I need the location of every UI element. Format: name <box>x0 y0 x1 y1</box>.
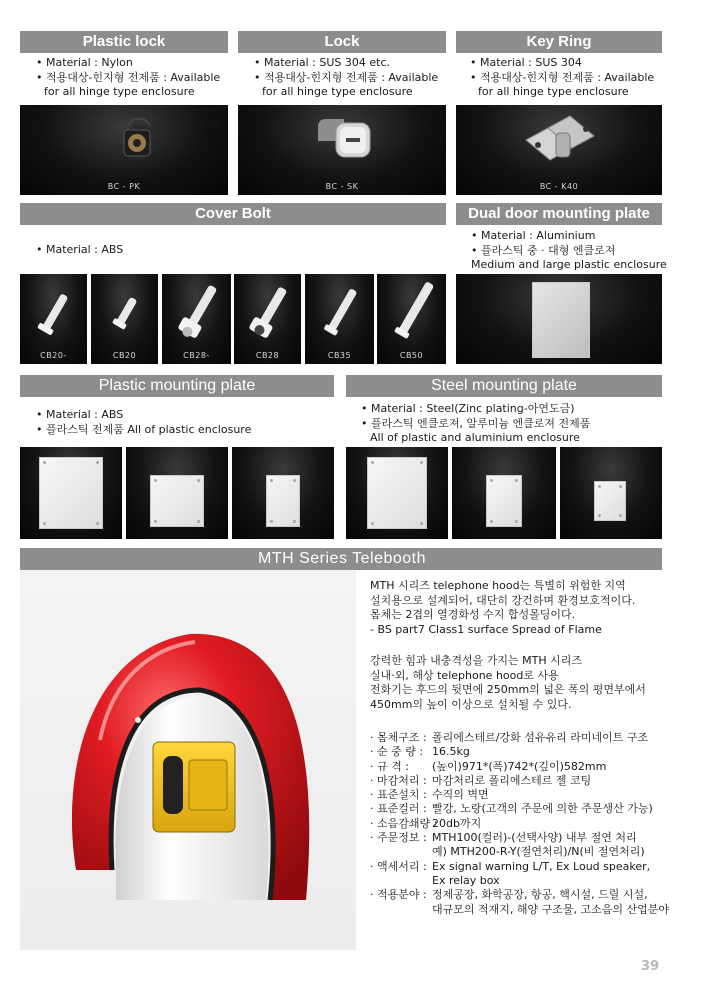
spec-row: · 주문정보 : MTH100(컬러)-(선택사양) 내부 절연 처리 <box>370 831 637 845</box>
cover-bolt-cb35-photo <box>305 274 374 364</box>
mth-description-1: MTH 시리즈 telephone hood는 특별히 위험한 지역 설치용으로 설계되어, 대단히 강건하며 환경보호적이다. 몸체는 2겹의 열경화성 수지 합성몰딩이다. - BS part7 Class1 surface Spread of Flame <box>370 579 636 636</box>
cover-bolt-code: CB50 <box>399 351 424 360</box>
dual-door-plate <box>532 282 590 358</box>
plastic-plate-small <box>266 475 300 527</box>
steel-plate-small <box>594 481 626 521</box>
plastic-lock-photo <box>20 105 228 195</box>
plastic-lock-text: • Material : Nylon • 적용대상-힌지형 전제품 : Available for all hinge type enclosure <box>36 56 221 98</box>
spec-continuation: Ex relay box <box>432 873 500 887</box>
spec-continuation: 대규모의 적재지, 해양 구조물, 고소음의 산업분야 <box>432 902 669 916</box>
steel-plate-medium-photo <box>452 447 556 539</box>
spec-row: · 규 격 : (높이)971*(폭)742*(깊이)582mm <box>370 759 607 773</box>
steel-plate-small-photo <box>560 447 662 539</box>
dual-door-photo <box>456 274 662 364</box>
spec-row: · 표준설치 : 수직의 벽면 <box>370 788 489 802</box>
spec-row: · 순 중 량 : 16.5kg <box>370 745 470 759</box>
plastic-plate-small-photo <box>232 447 334 539</box>
spec-row: · 적용분야 : 정제공장, 화학공장, 항공, 핵시설, 드릴 시설, <box>370 888 648 902</box>
cover-bolt-code: CB20- <box>40 351 67 360</box>
spec-row: · 액세서리 : Ex signal warning L/T, Ex Loud speaker, <box>370 859 651 873</box>
cover-bolt-cb50-photo <box>377 274 446 364</box>
cover-bolt-code: CB20 <box>112 351 137 360</box>
cover-bolt-cb20b-photo <box>91 274 158 364</box>
spec-row: · 몸체구조 : 폴리에스테르/강화 섬유유리 라미네이트 구조 <box>370 731 649 744</box>
dual-door-header: Dual door mounting plate <box>456 203 662 225</box>
lock-photo <box>238 105 446 195</box>
dual-door-text: • Material : Aluminium • 플라스틱 중 · 대형 엔클로져 Medium and large plastic enclosure <box>471 229 667 271</box>
plastic-mount-text: • Material : ABS • 플라스틱 전제품 All of plastic enclosure <box>36 408 252 436</box>
cover-bolt-code: CB35 <box>327 351 352 360</box>
key-ring-photo <box>456 105 662 195</box>
steel-mount-text: • Material : Steel(Zinc plating-아연도금) • 플라스틱 엔클로져, 알루미늄 엔클로져 전제품 All of plastic and aluminium enclosure <box>361 402 591 444</box>
cover-bolt-code: CB28 <box>255 351 280 360</box>
plastic-plate-large-photo <box>20 447 122 539</box>
mth-header: MTH Series Telebooth <box>20 548 662 570</box>
cover-bolt-cb28b-photo <box>234 274 301 364</box>
cover-bolt-header: Cover Bolt <box>20 203 446 225</box>
steel-plate-medium <box>486 475 522 527</box>
steel-plate-large <box>367 457 427 529</box>
spec-row: · 표준컬러 : 빨강, 노랑(고객의 주문에 의한 주문생산 가능) <box>370 802 653 816</box>
key-ring-code: BC - K40 <box>539 182 579 191</box>
cover-bolt-code: CB28- <box>183 351 210 360</box>
cover-bolt-cb28-photo <box>162 274 231 364</box>
cover-bolt-cb20-photo <box>20 274 87 364</box>
plastic-lock-header: Plastic lock <box>20 31 228 53</box>
plastic-lock-code: BC - PK <box>107 182 141 191</box>
page-number: 39 <box>641 959 660 974</box>
spec-row: · 마감처리 : 마감처리로 폴리에스테르 젤 코팅 <box>370 773 592 787</box>
spec-row: · 소음감쇄량 : 20db까지 <box>370 816 482 830</box>
key-ring-text: • Material : SUS 304 • 적용대상-힌지형 전제품 : Available for all hinge type enclosure <box>470 56 655 98</box>
mth-description-2: 강력한 힘과 내충격성을 가지는 MTH 시리즈 실내·외, 해상 telephone hood로 사용 전화기는 후드의 뒷면에 250mm의 넓은 폭의 평면부에서 450mm의 높이 이상으로 설치될 수 있다. <box>370 654 646 711</box>
plastic-plate-large <box>39 457 103 529</box>
steel-mount-header: Steel mounting plate <box>346 375 662 397</box>
mth-specs <box>370 731 669 917</box>
lock-text: • Material : SUS 304 etc. • 적용대상-힌지형 전제품 : Available for all hinge type enclosure <box>254 56 439 98</box>
key-ring-header: Key Ring <box>456 31 662 53</box>
plastic-plate-medium-photo <box>126 447 228 539</box>
telebooth-image <box>20 570 356 950</box>
telebooth-photo <box>20 570 356 950</box>
plastic-plate-medium <box>150 475 204 527</box>
steel-plate-large-photo <box>346 447 448 539</box>
plastic-mount-header: Plastic mounting plate <box>20 375 334 397</box>
lock-header: Lock <box>238 31 446 53</box>
lock-code: BC - SK <box>325 182 359 191</box>
cover-bolt-text: • Material : ABS <box>36 243 124 256</box>
spec-continuation: 예) MTH200-R-Y(절연처리)/N(비 절연처리) <box>432 845 645 859</box>
